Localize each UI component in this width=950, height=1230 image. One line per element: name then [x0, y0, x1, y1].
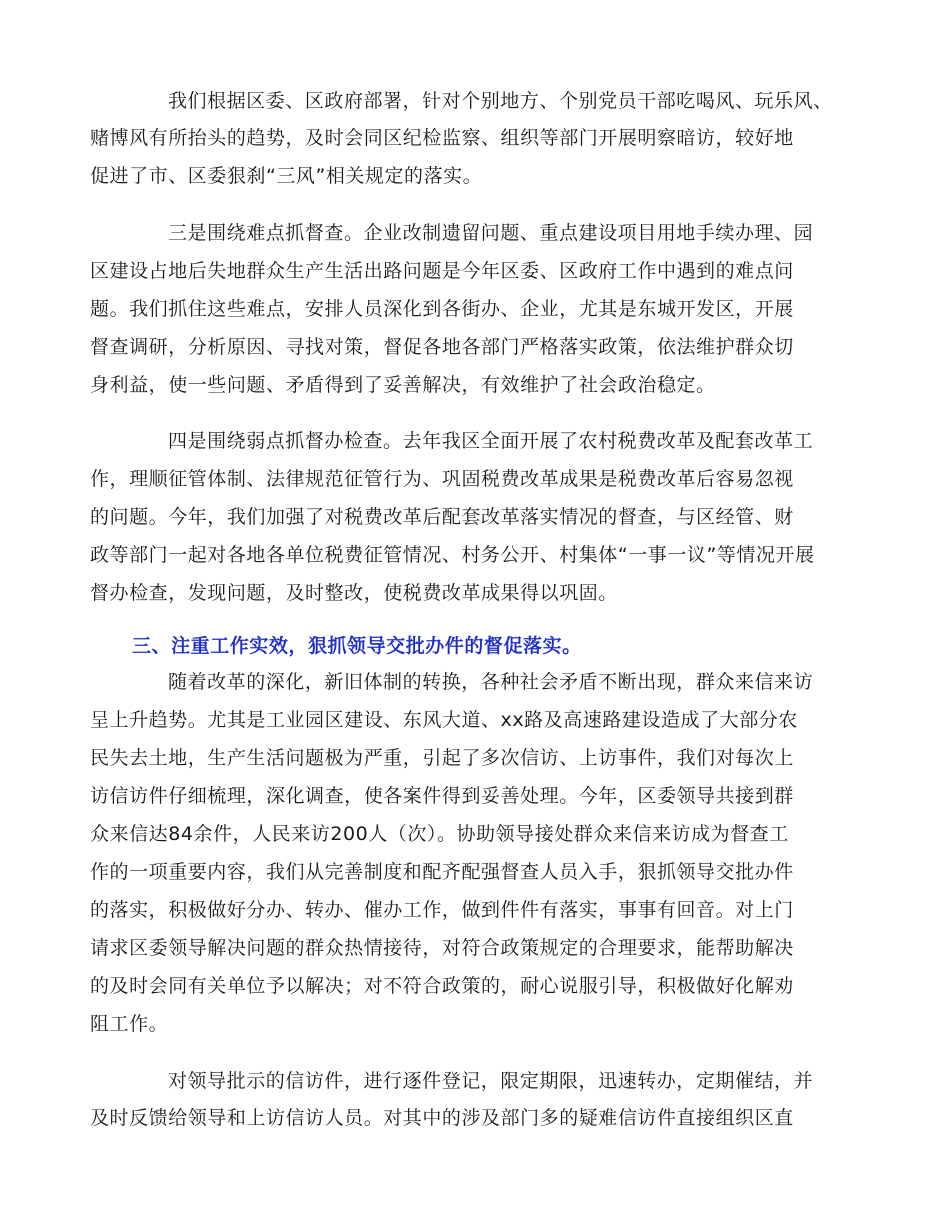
paragraph-1-line-1: 我们根据区委、区政府部署，针对个别地方、个别党员干部吃喝风、玩乐风、: [168, 90, 833, 112]
paragraph-2-line-5: 身利益，使一些问题、矛盾得到了妥善解决，有效维护了社会政治稳定。: [90, 374, 716, 396]
paragraph-4-line-6: 作的一项重要内容，我们从完善制度和配齐配强督查人员入手，狠抓领导交批办件: [90, 861, 794, 883]
paragraph-4-line-2: 呈上升趋势。尤其是工业园区建设、东风大道、xx路及高速路建设造成了大部分农: [90, 709, 798, 731]
paragraph-1-line-2: 赌博风有所抬头的趋势，及时会同区纪检监察、组织等部门开展明察暗访，较好地: [90, 127, 794, 149]
paragraph-4-line-5: 众来信达84余件，人民来访200人（次）。协助领导接处群众来信来访成为督查工: [90, 823, 789, 845]
paragraph-4-line-7: 的落实，积极做好分办、转办、催办工作，做到件件有落实，事事有回音。对上门: [90, 899, 794, 921]
paragraph-5-line-1: 对领导批示的信访件，进行逐件登记，限定期限，迅速转办，定期催结，并: [168, 1070, 814, 1092]
paragraph-1-line-3: 促进了市、区委狠刹“三风”相关规定的落实。: [90, 165, 483, 187]
paragraph-2-line-2: 区建设占地后失地群众生产生活出路问题是今年区委、区政府工作中遇到的难点问: [90, 260, 794, 282]
paragraph-5-line-2: 及时反馈给领导和上访信访人员。对其中的涉及部门多的疑难信访件直接组织区直: [90, 1107, 794, 1129]
paragraph-3-line-3: 的问题。今年，我们加强了对税费改革后配套改革落实情况的督查，与区经管、财: [90, 506, 794, 528]
paragraph-2-line-1: 三是围绕难点抓督查。企业改制遗留问题、重点建设项目用地手续办理、园: [168, 222, 814, 244]
paragraph-2-line-3: 题。我们抓住这些难点，安排人员深化到各街办、企业，尤其是东城开发区，开展: [90, 298, 794, 320]
paragraph-2-line-4: 督查调研，分析原因、寻找对策，督促各地各部门严格落实政策，依法维护群众切: [90, 336, 794, 358]
paragraph-4-line-9: 的及时会同有关单位予以解决；对不符合政策的，耐心说服引导，积极做好化解劝: [90, 975, 794, 997]
paragraph-3-line-1: 四是围绕弱点抓督办检查。去年我区全面开展了农村税费改革及配套改革工: [168, 430, 814, 452]
paragraph-4-line-4: 访信访件仔细梳理，深化调查，使各案件得到妥善处理。今年，区委领导共接到群: [90, 785, 794, 807]
paragraph-4-line-1: 随着改革的深化，新旧体制的转换，各种社会矛盾不断出现，群众来信来访: [168, 671, 814, 693]
paragraph-4-line-10: 阻工作。: [90, 1013, 169, 1035]
paragraph-3-line-2: 作，理顺征管体制、法律规范征管行为、巩固税费改革成果是税费改革后容易忽视: [90, 468, 794, 490]
paragraph-4-line-8: 请求区委领导解决问题的群众热情接待，对符合政策规定的合理要求，能帮助解决: [90, 937, 794, 959]
section-heading: 三、注重工作实效，狠抓领导交批办件的督促落实。: [132, 635, 582, 657]
paragraph-3-line-4: 政等部门一起对各地各单位税费征管情况、村务公开、村集体“一事一议”等情况开展: [90, 544, 815, 566]
paragraph-4-line-3: 民失去土地，生产生活问题极为严重，引起了多次信访、上访事件，我们对每次上: [90, 747, 794, 769]
paragraph-3-line-5: 督办检查，发现问题，及时整改，使税费改革成果得以巩固。: [90, 582, 618, 604]
